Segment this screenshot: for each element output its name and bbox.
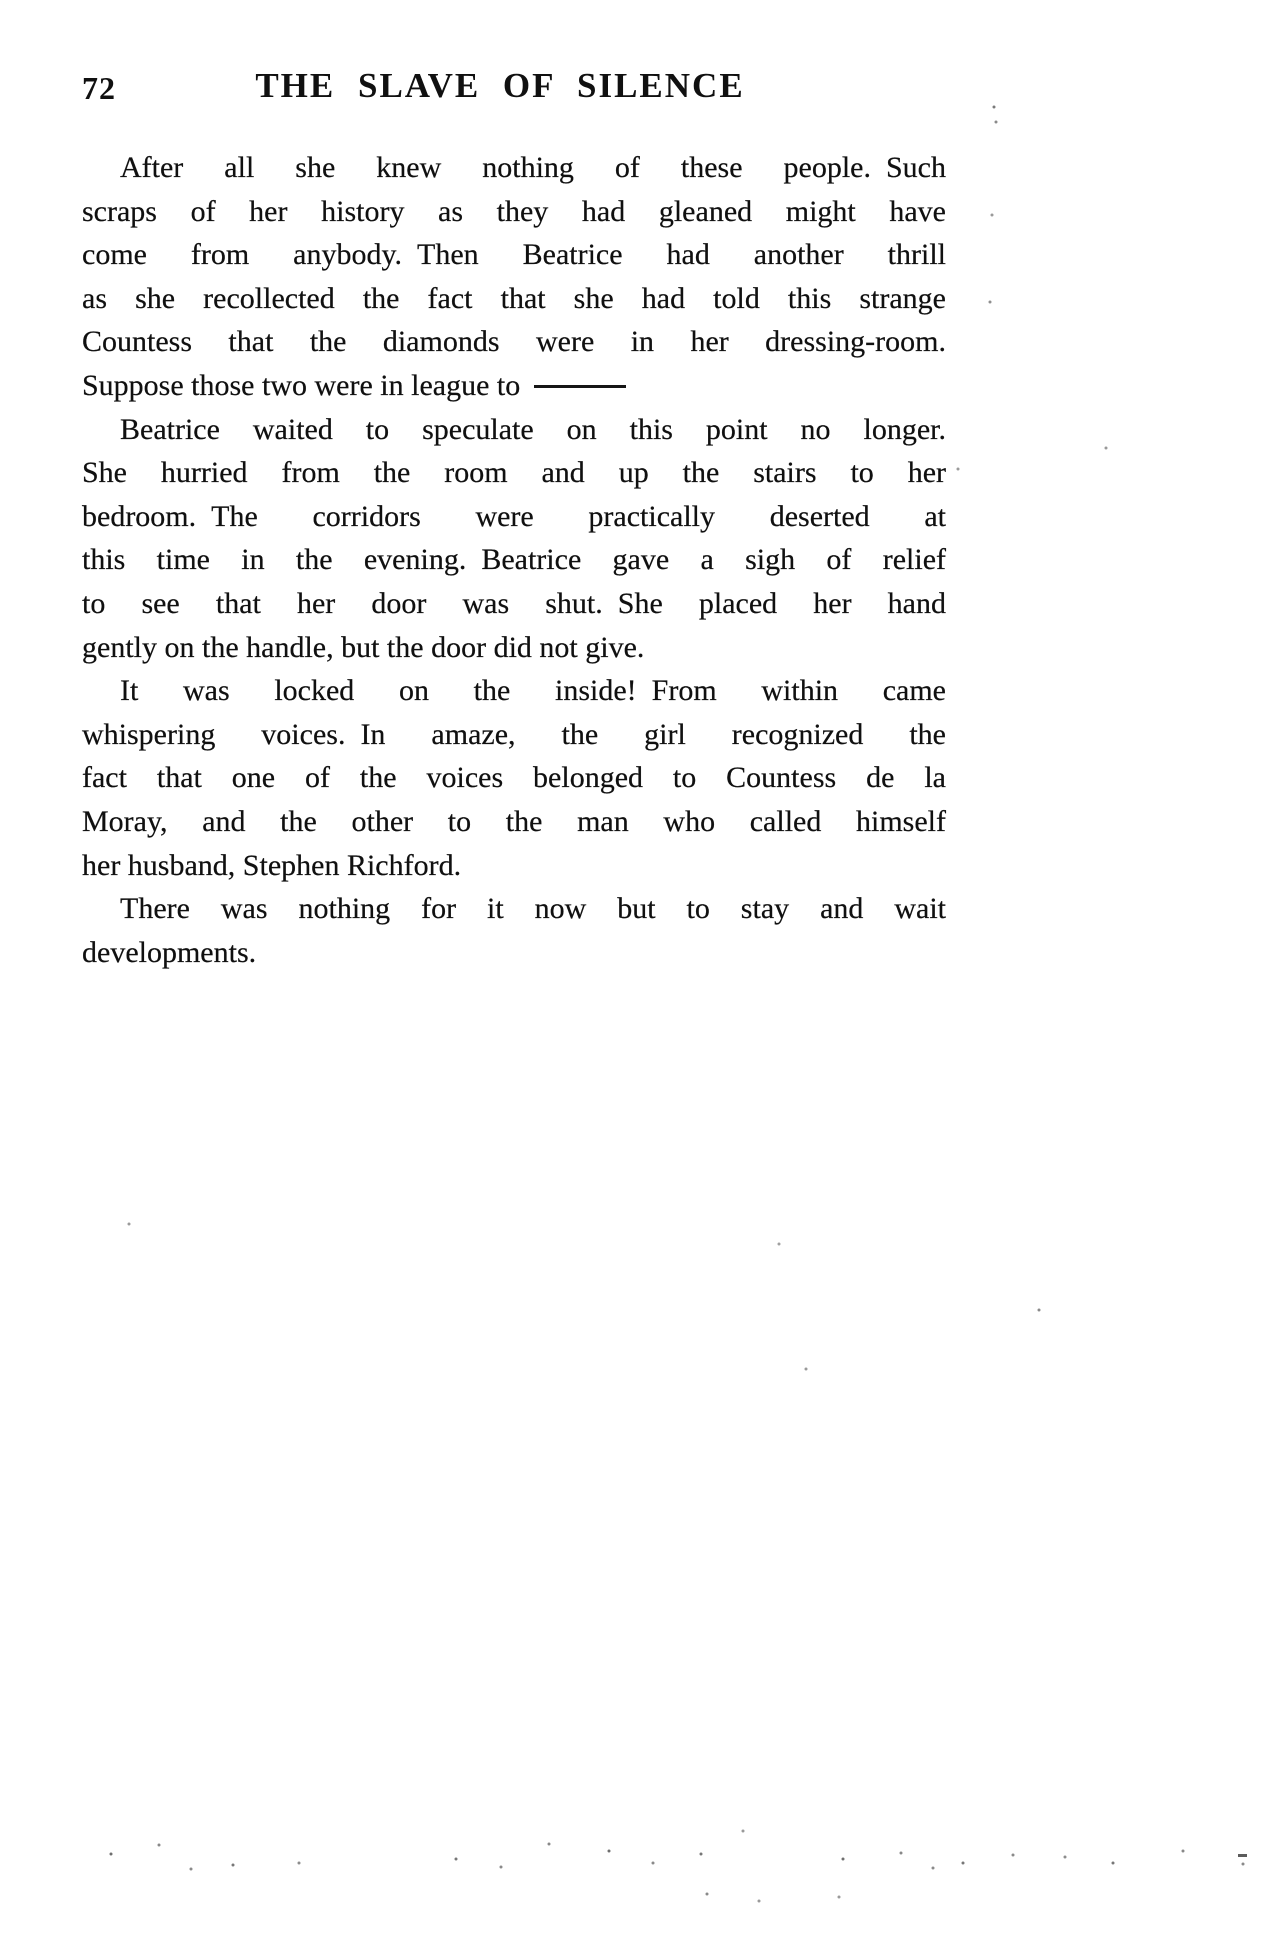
line-text: come from anybody. Then Beatrice had another thrill xyxy=(82,238,946,272)
text-line xyxy=(82,626,946,670)
text-line xyxy=(82,451,946,495)
page-title: THE SLAVE OF SILENCE xyxy=(255,66,745,105)
line-text: Suppose those two were in league to xyxy=(82,368,521,402)
line-text: developments. xyxy=(82,935,257,969)
line-text: gently on the handle, but the door did not give. xyxy=(82,630,645,664)
line-text: There was nothing for it now but to stay and wait xyxy=(120,892,946,926)
text-line xyxy=(82,495,946,539)
text-line xyxy=(82,320,946,364)
line-text: Countess that the diamonds were in her dressing-room. xyxy=(82,325,946,359)
page-number: 72 xyxy=(82,70,116,106)
text-line xyxy=(82,713,946,757)
page-header xyxy=(82,66,946,110)
paragraph-3 xyxy=(82,669,946,887)
line-text: as she recollected the fact that she had told this strange xyxy=(82,281,946,315)
text-line xyxy=(82,800,946,844)
text-line xyxy=(82,931,946,975)
line-text: She hurried from the room and up the stairs to her xyxy=(82,456,946,490)
scan-speckles xyxy=(0,0,2,2)
line-text: scraps of her history as they had gleaned might have xyxy=(82,194,946,228)
text-line xyxy=(82,233,946,277)
line-text: bedroom. The corridors were practically deserted at xyxy=(82,499,946,533)
paragraph-2 xyxy=(82,408,946,670)
line-text: After all she knew nothing of these people. Such xyxy=(120,151,946,184)
line-text: her husband, Stephen Richford. xyxy=(82,848,462,882)
text-line xyxy=(82,408,946,452)
line-text: Moray, and the other to the man who called himself xyxy=(82,804,946,838)
text-line xyxy=(82,277,946,321)
text-line xyxy=(82,146,946,190)
line-text: Beatrice waited to speculate on this point no longer. xyxy=(120,412,946,446)
text-line xyxy=(82,190,946,234)
scan-artifact-dash xyxy=(1238,1854,1247,1857)
line-text: whispering voices. In amaze, the girl recognized the xyxy=(82,717,946,751)
paragraph-4 xyxy=(82,887,946,974)
paragraph-1 xyxy=(82,146,946,408)
line-text: fact that one of the voices belonged to Countess de la xyxy=(82,761,946,795)
line-text: to see that her door was shut. She placed her hand xyxy=(82,586,946,620)
em-dash-rule xyxy=(534,385,626,388)
text-line xyxy=(82,538,946,582)
text-line xyxy=(82,756,946,800)
body-text xyxy=(82,146,946,974)
text-line xyxy=(82,364,946,408)
text-line xyxy=(82,887,946,931)
line-text: It was locked on the inside! From within came xyxy=(120,674,946,708)
line-text: this time in the evening. Beatrice gave a sigh of relief xyxy=(82,543,946,577)
text-line xyxy=(82,669,946,713)
text-line xyxy=(82,582,946,626)
text-line xyxy=(82,844,946,888)
